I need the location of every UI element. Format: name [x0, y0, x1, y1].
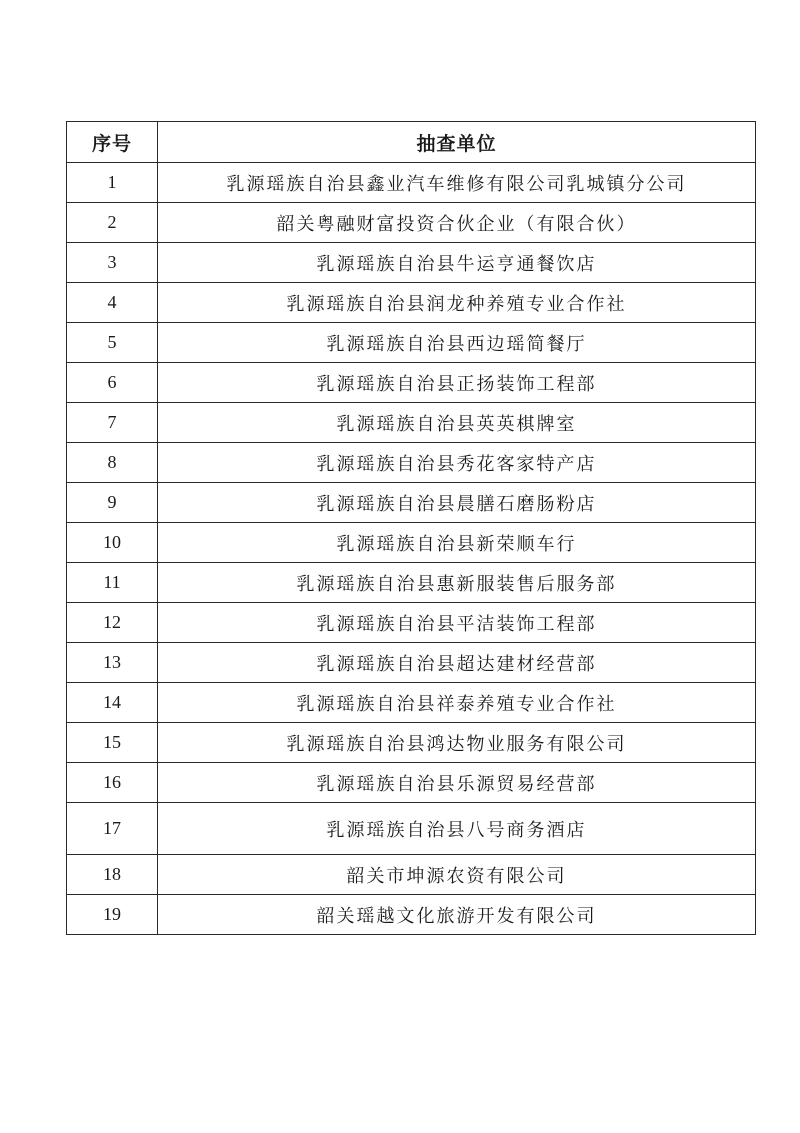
row-unit-name: 乳源瑶族自治县新荣顺车行	[158, 523, 756, 563]
row-unit-name: 韶关市坤源农资有限公司	[158, 855, 756, 895]
row-number: 12	[67, 603, 158, 643]
table-row	[67, 803, 756, 855]
table-row	[67, 443, 756, 483]
table-row	[67, 323, 756, 363]
row-unit-name: 乳源瑶族自治县晨膳石磨肠粉店	[158, 483, 756, 523]
table-row	[67, 895, 756, 935]
row-number: 19	[67, 895, 158, 935]
row-number: 13	[67, 643, 158, 683]
row-number: 7	[67, 403, 158, 443]
row-number: 18	[67, 855, 158, 895]
row-unit-name: 乳源瑶族自治县秀花客家特产店	[158, 443, 756, 483]
table-row	[67, 363, 756, 403]
table-row	[67, 723, 756, 763]
row-unit-name: 乳源瑶族自治县平洁装饰工程部	[158, 603, 756, 643]
table-row	[67, 563, 756, 603]
row-number: 10	[67, 523, 158, 563]
row-unit-name: 乳源瑶族自治县鸿达物业服务有限公司	[158, 723, 756, 763]
row-number: 5	[67, 323, 158, 363]
row-unit-name: 韶关粤融财富投资合伙企业（有限合伙）	[158, 203, 756, 243]
table-row	[67, 855, 756, 895]
table-row	[67, 523, 756, 563]
row-number: 17	[67, 803, 158, 855]
row-unit-name: 乳源瑶族自治县八号商务酒店	[158, 803, 756, 855]
row-number: 16	[67, 763, 158, 803]
row-number: 4	[67, 283, 158, 323]
row-unit-name: 乳源瑶族自治县超达建材经营部	[158, 643, 756, 683]
row-number: 3	[67, 243, 158, 283]
row-number: 2	[67, 203, 158, 243]
table-row	[67, 483, 756, 523]
header-serial-number: 序号	[67, 122, 158, 163]
row-unit-name: 乳源瑶族自治县英英棋牌室	[158, 403, 756, 443]
row-unit-name: 乳源瑶族自治县润龙种养殖专业合作社	[158, 283, 756, 323]
table-row	[67, 643, 756, 683]
table-row	[67, 403, 756, 443]
table-row	[67, 283, 756, 323]
table-row	[67, 203, 756, 243]
row-unit-name: 乳源瑶族自治县鑫业汽车维修有限公司乳城镇分公司	[158, 163, 756, 203]
inspection-table	[66, 121, 756, 935]
row-number: 8	[67, 443, 158, 483]
row-unit-name: 乳源瑶族自治县惠新服装售后服务部	[158, 563, 756, 603]
table-header-row	[67, 122, 756, 163]
row-unit-name: 乳源瑶族自治县乐源贸易经营部	[158, 763, 756, 803]
table-row	[67, 763, 756, 803]
row-unit-name: 乳源瑶族自治县祥泰养殖专业合作社	[158, 683, 756, 723]
row-number: 15	[67, 723, 158, 763]
row-number: 11	[67, 563, 158, 603]
header-inspected-unit: 抽查单位	[158, 122, 756, 163]
table-row	[67, 603, 756, 643]
row-unit-name: 乳源瑶族自治县正扬装饰工程部	[158, 363, 756, 403]
table-row	[67, 683, 756, 723]
row-unit-name: 韶关瑶越文化旅游开发有限公司	[158, 895, 756, 935]
table-row	[67, 243, 756, 283]
row-unit-name: 乳源瑶族自治县西边瑶简餐厅	[158, 323, 756, 363]
row-number: 6	[67, 363, 158, 403]
row-number: 9	[67, 483, 158, 523]
row-number: 14	[67, 683, 158, 723]
row-unit-name: 乳源瑶族自治县牛运亨通餐饮店	[158, 243, 756, 283]
table-row	[67, 163, 756, 203]
row-number: 1	[67, 163, 158, 203]
